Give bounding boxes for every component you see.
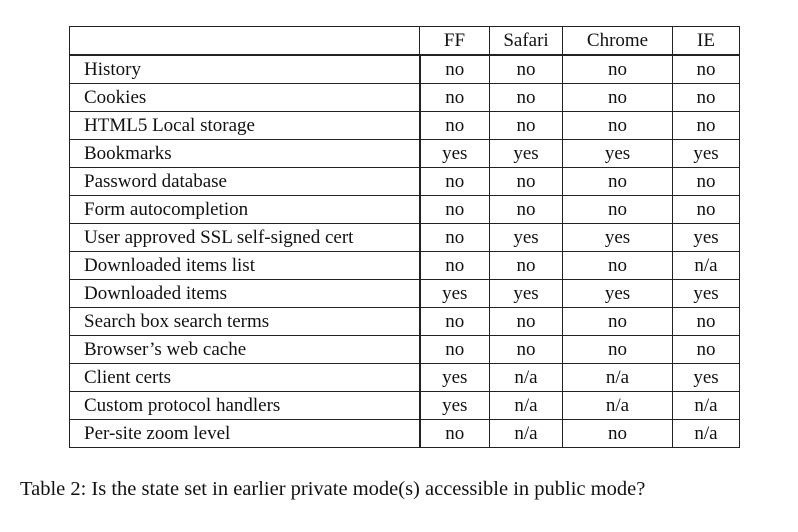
- header-safari: Safari: [490, 27, 563, 56]
- value-cell: no: [563, 55, 673, 84]
- value-cell: no: [673, 168, 740, 196]
- value-cell: no: [673, 308, 740, 336]
- value-cell: no: [420, 84, 490, 112]
- value-cell: yes: [420, 280, 490, 308]
- value-cell: no: [673, 84, 740, 112]
- value-cell: yes: [490, 280, 563, 308]
- value-cell: no: [563, 420, 673, 448]
- value-cell: n/a: [673, 252, 740, 280]
- value-cell: no: [563, 308, 673, 336]
- table-row: [70, 336, 740, 364]
- value-cell: no: [563, 252, 673, 280]
- value-cell: no: [490, 308, 563, 336]
- value-cell: no: [490, 252, 563, 280]
- value-cell: yes: [673, 280, 740, 308]
- value-cell: yes: [420, 140, 490, 168]
- value-cell: yes: [563, 140, 673, 168]
- value-cell: no: [420, 308, 490, 336]
- feature-cell: Browser’s web cache: [70, 336, 420, 364]
- value-cell: n/a: [490, 392, 563, 420]
- value-cell: no: [420, 112, 490, 140]
- value-cell: no: [420, 224, 490, 252]
- value-cell: no: [490, 196, 563, 224]
- value-cell: no: [420, 196, 490, 224]
- value-cell: yes: [420, 364, 490, 392]
- table-row: [70, 308, 740, 336]
- value-cell: no: [563, 196, 673, 224]
- table-row: [70, 140, 740, 168]
- feature-cell: Downloaded items list: [70, 252, 420, 280]
- value-cell: no: [420, 420, 490, 448]
- value-cell: yes: [490, 140, 563, 168]
- value-cell: no: [490, 168, 563, 196]
- value-cell: no: [490, 112, 563, 140]
- table-row: [70, 420, 740, 448]
- header-ie: IE: [673, 27, 740, 56]
- value-cell: n/a: [563, 364, 673, 392]
- header-ff: FF: [420, 27, 490, 56]
- value-cell: yes: [673, 224, 740, 252]
- feature-cell: History: [70, 55, 420, 84]
- table-row: [70, 55, 740, 84]
- table-row: [70, 392, 740, 420]
- value-cell: no: [673, 336, 740, 364]
- value-cell: no: [563, 112, 673, 140]
- feature-cell: Password database: [70, 168, 420, 196]
- feature-cell: Per-site zoom level: [70, 420, 420, 448]
- value-cell: no: [420, 168, 490, 196]
- value-cell: no: [673, 112, 740, 140]
- value-cell: n/a: [563, 392, 673, 420]
- feature-cell: HTML5 Local storage: [70, 112, 420, 140]
- table-header-row: [70, 27, 740, 56]
- value-cell: no: [673, 55, 740, 84]
- feature-cell: Bookmarks: [70, 140, 420, 168]
- feature-cell: Custom protocol handlers: [70, 392, 420, 420]
- table-row: [70, 364, 740, 392]
- feature-cell: Form autocompletion: [70, 196, 420, 224]
- value-cell: yes: [563, 280, 673, 308]
- table-row: [70, 280, 740, 308]
- value-cell: n/a: [490, 420, 563, 448]
- feature-cell: Downloaded items: [70, 280, 420, 308]
- table-row: [70, 112, 740, 140]
- table-row: [70, 196, 740, 224]
- value-cell: n/a: [490, 364, 563, 392]
- header-feature: [70, 27, 420, 56]
- value-cell: n/a: [673, 392, 740, 420]
- table-row: [70, 252, 740, 280]
- value-cell: no: [563, 336, 673, 364]
- feature-cell: Cookies: [70, 84, 420, 112]
- value-cell: no: [420, 252, 490, 280]
- value-cell: no: [420, 336, 490, 364]
- value-cell: yes: [420, 392, 490, 420]
- value-cell: no: [563, 84, 673, 112]
- table-caption: Table 2: Is the state set in earlier private mode(s) accessible in public mode?: [20, 478, 646, 500]
- value-cell: no: [563, 168, 673, 196]
- table-row: [70, 84, 740, 112]
- value-cell: no: [673, 196, 740, 224]
- table-row: [70, 224, 740, 252]
- feature-cell: Client certs: [70, 364, 420, 392]
- value-cell: yes: [563, 224, 673, 252]
- value-cell: no: [490, 55, 563, 84]
- value-cell: no: [490, 336, 563, 364]
- value-cell: n/a: [673, 420, 740, 448]
- results-table: [69, 26, 740, 448]
- feature-cell: Search box search terms: [70, 308, 420, 336]
- value-cell: yes: [673, 140, 740, 168]
- value-cell: yes: [673, 364, 740, 392]
- table-body: [70, 55, 740, 448]
- table-row: [70, 168, 740, 196]
- value-cell: no: [420, 55, 490, 84]
- feature-cell: User approved SSL self-signed cert: [70, 224, 420, 252]
- header-chrome: Chrome: [563, 27, 673, 56]
- value-cell: no: [490, 84, 563, 112]
- value-cell: yes: [490, 224, 563, 252]
